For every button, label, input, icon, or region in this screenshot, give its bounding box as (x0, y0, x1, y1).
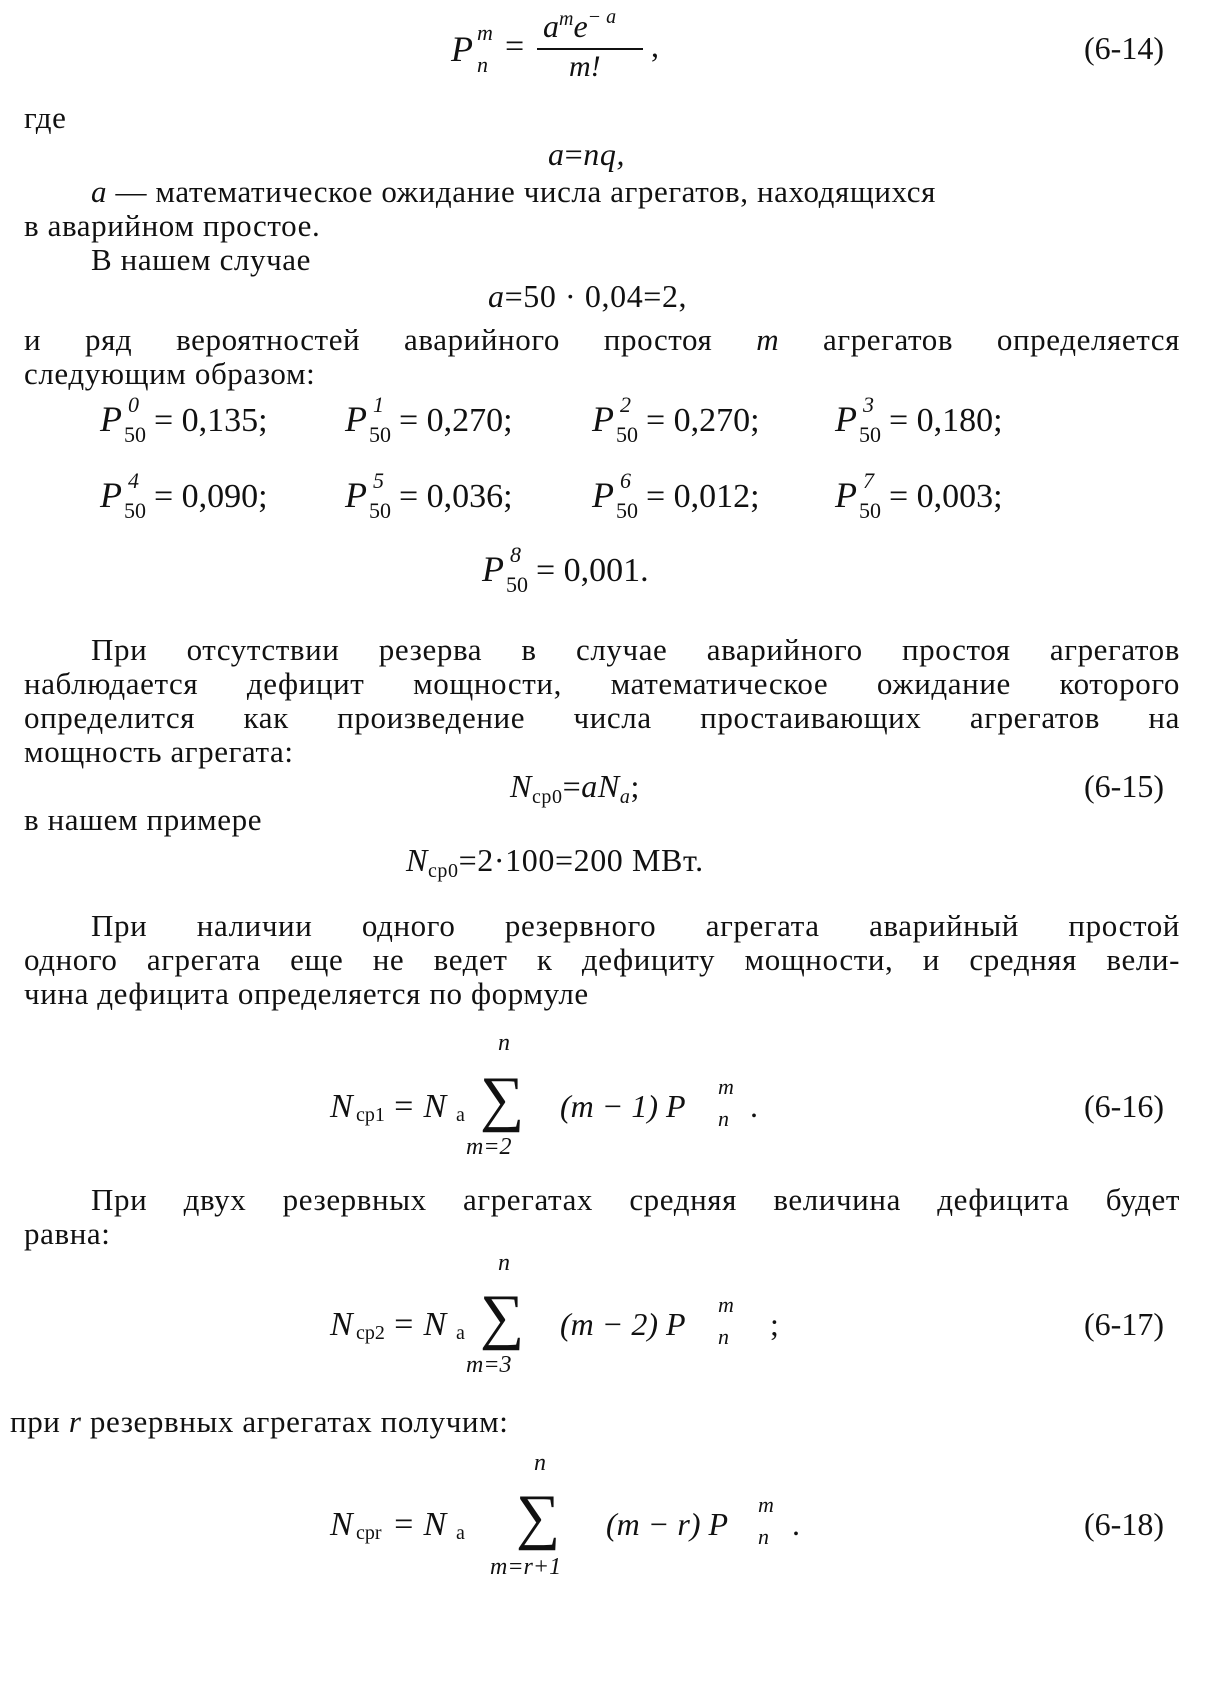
a-definition: a=nq, (548, 136, 626, 172)
sum-lower-limit: m=2 (466, 1134, 512, 1160)
summation-sign: ∑ (516, 1483, 561, 1551)
probability-p8: P 8 50 = 0,001. (482, 542, 649, 597)
sum-lower-limit: m=3 (466, 1352, 512, 1378)
ncp0-calculation: Ncp0=2·100=200 МВт. (406, 842, 704, 882)
probability-p1: P 1 50 = 0,270; (345, 392, 513, 447)
equation-6-15: Ncp0=aNa; (510, 768, 640, 808)
probability-p5: P 5 50 = 0,036; (345, 468, 513, 523)
eq-sub: n (477, 52, 488, 77)
equation-6-18: N cpr = N a n ∑ m=r+1 (m − r) P m n . (330, 1450, 800, 1580)
equation-6-14 (445, 6, 705, 86)
equation-number-6-17: (6-17) (1084, 1306, 1164, 1342)
fraction-denominator: m! (569, 50, 601, 83)
paragraph-two-reserve-line-2: равна: (24, 1216, 111, 1251)
equation-number-6-16: (6-16) (1084, 1088, 1164, 1124)
equation-number-6-15: (6-15) (1084, 768, 1164, 804)
paragraph-no-reserve-line-1: При отсутствии резерва в случае аварийного простоя агрегатов (91, 632, 1180, 667)
paragraph-one-reserve-line-3: чина дефицита определяется по формуле (24, 976, 589, 1011)
word-gde: где (24, 100, 67, 135)
paragraph-a-definition-line-2: в аварийном простое. (24, 208, 321, 243)
equation-number-6-14: (6-14) (1084, 30, 1164, 66)
paragraph-no-reserve-line-2: наблюдается дефицит мощности, математическое ожидание которого (24, 666, 1180, 701)
paragraph-series-line-1: и ряд вероятностей аварийного простоя m агрегатов определяется (24, 322, 1180, 357)
a-calculation: a=50 · 0,04=2, (488, 278, 688, 314)
sum-lower-limit: m=r+1 (490, 1554, 562, 1580)
paragraph-series-line-2: следующим образом: (24, 356, 316, 391)
fraction-numerator: $a^me^{- a}$ (543, 6, 617, 44)
probability-p7: P 7 50 = 0,003; (835, 468, 1003, 523)
sum-upper-limit: n (498, 1030, 510, 1056)
paragraph-no-reserve-line-4: мощность агрегата: (24, 734, 294, 769)
eq-comma: , (651, 28, 659, 64)
paragraph-our-case: В нашем случае (91, 242, 312, 277)
summation-sign: ∑ (480, 1065, 525, 1133)
eq-sup: m (477, 20, 493, 45)
probability-p2: P 2 50 = 0,270; (592, 392, 760, 447)
probability-p4: P 4 50 = 0,090; (100, 468, 268, 523)
equation-number-6-18: (6-18) (1084, 1506, 1164, 1542)
paragraph-two-reserve-line-1: При двух резервных агрегатах средняя величина дефицита будет (91, 1182, 1180, 1217)
sum-upper-limit: n (498, 1250, 510, 1276)
summation-sign: ∑ (480, 1283, 525, 1351)
eq-lhs: P (451, 29, 473, 69)
eq-equals: = (505, 28, 525, 65)
fraction (537, 6, 653, 86)
probability-p0: P 0 50 = 0,135; (100, 392, 268, 447)
paragraph-one-reserve-line-1: При наличии одного резервного агрегата аварийный простой (91, 908, 1180, 943)
probability-p6: P 6 50 = 0,012; (592, 468, 760, 523)
sum-upper-limit: n (534, 1450, 546, 1476)
paragraph-no-reserve-line-3: определится как произведение числа простаивающих агрегатов на (24, 700, 1180, 735)
paragraph-one-reserve-line-2: одного агрегата еще не ведет к дефициту мощности, и средняя вели- (24, 942, 1180, 977)
in-our-example: в нашем примере (24, 802, 263, 837)
paragraph-a-definition-line-1: a — математическое ожидание числа агрегатов, находящихся (91, 174, 936, 209)
probability-p3: P 3 50 = 0,180; (835, 392, 1003, 447)
equation-6-16: N cp1 = N a n ∑ m=2 (m − 1) P m n . (330, 1030, 758, 1160)
equation-6-17: N cp2 = N a n ∑ m=3 (m − 2) P m n ; (330, 1250, 779, 1378)
paragraph-r-reserve: при r резервных агрегатах получим: (10, 1404, 509, 1439)
